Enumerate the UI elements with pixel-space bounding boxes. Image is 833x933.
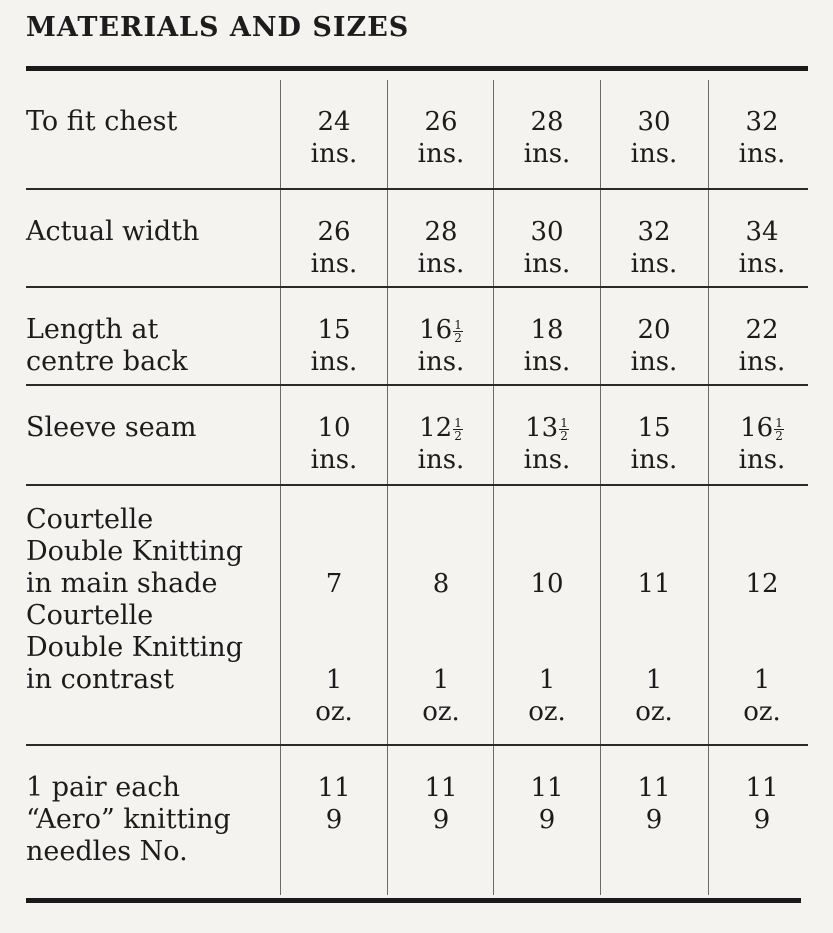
row-label-line (26, 836, 276, 868)
main-shade-amount (281, 568, 387, 600)
size-cell (709, 772, 815, 836)
size-cell (601, 106, 707, 170)
row-label-line (26, 664, 276, 696)
spacer (601, 600, 707, 664)
cell-line-text: ins. (523, 139, 571, 169)
cell-line-text: 34 (745, 217, 779, 247)
cell-line-text: 22 (745, 315, 779, 345)
cell-line (709, 444, 815, 476)
cell-line (388, 106, 494, 138)
row-label-line-text: centre back (26, 346, 188, 377)
unit-label (388, 696, 494, 728)
row-label (26, 412, 276, 444)
row-label-line-text: To fit chest (26, 106, 178, 137)
row-divider (26, 384, 808, 386)
spacer (494, 600, 600, 664)
cell-line (281, 772, 387, 804)
row-label-line-text: in contrast (26, 664, 174, 695)
main-shade-amount-text: 10 (530, 569, 564, 599)
cell-line-text: 9 (645, 805, 663, 835)
main-shade-amount (494, 568, 600, 600)
row-label-line-text: 1 pair each (26, 772, 180, 803)
size-cell (601, 216, 707, 280)
row-label-line-text: needles No. (26, 836, 188, 867)
spacer (709, 600, 815, 664)
cell-line (388, 216, 494, 248)
cell-line (709, 248, 815, 280)
contrast-amount-text: 1 (538, 665, 556, 695)
row-label-line (26, 568, 276, 600)
cell-line (281, 216, 387, 248)
spacer (388, 600, 494, 664)
cell-line (494, 804, 600, 836)
cell-line-text: 11 (424, 773, 458, 803)
cell-line (388, 804, 494, 836)
cell-line-text: ins. (738, 347, 786, 377)
cell-line (281, 804, 387, 836)
row-label-line-text: Double Knitting (26, 632, 243, 663)
cell-line (388, 346, 494, 378)
cell-line (388, 444, 494, 476)
spacer (281, 600, 387, 664)
row-label (26, 314, 276, 378)
cell-line (388, 772, 494, 804)
unit-label (601, 696, 707, 728)
cell-line-text: 30 (637, 107, 671, 137)
size-cell (388, 772, 494, 836)
cell-line-text: 15 (317, 315, 351, 345)
row-label-line (26, 772, 276, 804)
size-cell (709, 568, 815, 728)
size-cell (601, 412, 707, 476)
contrast-amount (494, 664, 600, 696)
cell-line (601, 314, 707, 346)
size-cell (388, 216, 494, 280)
size-cell (494, 412, 600, 476)
cell-line (281, 248, 387, 280)
cell-line-text: 16 (419, 315, 453, 345)
size-cell (494, 568, 600, 728)
cell-line (709, 314, 815, 346)
cell-line-text: 13 (525, 413, 559, 443)
unit-label-text: oz. (528, 697, 566, 727)
contrast-amount-text: 1 (753, 665, 771, 695)
size-cell (281, 772, 387, 836)
size-cell (494, 106, 600, 170)
cell-line (494, 346, 600, 378)
cell-line-text: 26 (424, 107, 458, 137)
row-divider (26, 188, 808, 190)
cell-line (709, 772, 815, 804)
row-label (26, 772, 276, 868)
cell-line (601, 444, 707, 476)
row-label-line-text: Sleeve seam (26, 412, 197, 443)
unit-label (494, 696, 600, 728)
size-cell (709, 314, 815, 378)
cell-line-text: 24 (317, 107, 351, 137)
cell-line-text: 11 (745, 773, 779, 803)
cell-line-text: 9 (538, 805, 556, 835)
size-cell (388, 106, 494, 170)
fraction: $\frac{1}{2}$ (560, 415, 568, 443)
cell-line-text: 12 (419, 413, 453, 443)
cell-line-text: ins. (310, 139, 358, 169)
row-label-line-text: Double Knitting (26, 536, 243, 567)
cell-line-text: ins. (417, 347, 465, 377)
cell-line-text: 11 (317, 773, 351, 803)
cell-line (494, 248, 600, 280)
cell-line (709, 346, 815, 378)
cell-line-text: ins. (630, 347, 678, 377)
row-label-line (26, 106, 276, 138)
cell-line (601, 346, 707, 378)
main-shade-amount (601, 568, 707, 600)
size-cell (388, 568, 494, 728)
contrast-amount (281, 664, 387, 696)
contrast-amount-text: 1 (325, 665, 343, 695)
cell-line (494, 216, 600, 248)
unit-label (281, 696, 387, 728)
row-divider (26, 484, 808, 486)
cell-line (709, 138, 815, 170)
row-label-line (26, 504, 276, 536)
row-label (26, 216, 276, 248)
cell-line-text: ins. (523, 445, 571, 475)
cell-line (709, 106, 815, 138)
row-label-line (26, 804, 276, 836)
cell-line (494, 444, 600, 476)
cell-line-text: ins. (523, 249, 571, 279)
size-cell (281, 412, 387, 476)
unit-label-text: oz. (315, 697, 353, 727)
row-divider (26, 286, 808, 288)
size-cell (281, 568, 387, 728)
cell-line-text: 15 (637, 413, 671, 443)
main-shade-amount-text: 7 (325, 569, 343, 599)
size-cell (281, 314, 387, 378)
cell-line-text: 28 (424, 217, 458, 247)
cell-line-text: ins. (523, 347, 571, 377)
cell-line-text: ins. (738, 445, 786, 475)
top-rule (26, 66, 808, 71)
cell-line (388, 138, 494, 170)
row-label-line (26, 600, 276, 632)
cell-line (601, 138, 707, 170)
size-cell (601, 772, 707, 836)
size-cell (281, 216, 387, 280)
cell-line-text: 9 (432, 805, 450, 835)
cell-line (601, 804, 707, 836)
size-cell (281, 106, 387, 170)
main-shade-amount (709, 568, 815, 600)
size-cell (709, 412, 815, 476)
row-label-line (26, 346, 276, 378)
row-label (26, 504, 276, 696)
cell-line (281, 444, 387, 476)
cell-line-text: ins. (738, 139, 786, 169)
cell-line (281, 138, 387, 170)
size-cell (494, 314, 600, 378)
cell-line (601, 216, 707, 248)
cell-line-text: 9 (753, 805, 771, 835)
row-divider (26, 744, 808, 746)
fraction: $\frac{1}{2}$ (775, 415, 783, 443)
cell-line-text: 20 (637, 315, 671, 345)
cell-line (494, 412, 600, 444)
cell-line (494, 772, 600, 804)
cell-line (494, 138, 600, 170)
cell-line-text: ins. (417, 445, 465, 475)
unit-label-text: oz. (635, 697, 673, 727)
cell-line-text: 18 (530, 315, 564, 345)
contrast-amount-text: 1 (645, 665, 663, 695)
page-title: MATERIALS AND SIZES (26, 12, 410, 43)
cell-line-text: 26 (317, 217, 351, 247)
fraction: $\frac{1}{2}$ (454, 415, 462, 443)
cell-line-text: 32 (637, 217, 671, 247)
cell-line-text: ins. (310, 249, 358, 279)
size-cell (709, 216, 815, 280)
cell-line-text: 11 (530, 773, 564, 803)
cell-line (281, 106, 387, 138)
row-label-line (26, 632, 276, 664)
cell-line-text: ins. (630, 445, 678, 475)
row-label-line-text: Courtelle (26, 600, 154, 631)
cell-line-text: 11 (637, 773, 671, 803)
cell-line-text: 30 (530, 217, 564, 247)
row-label-line (26, 536, 276, 568)
cell-line (388, 248, 494, 280)
cell-line (601, 248, 707, 280)
row-label-line-text: in main shade (26, 568, 218, 599)
unit-label-text: oz. (422, 697, 460, 727)
cell-line (601, 772, 707, 804)
row-label (26, 106, 276, 138)
fraction: $\frac{1}{2}$ (454, 317, 462, 345)
cell-line-text: ins. (310, 445, 358, 475)
cell-line (601, 106, 707, 138)
cell-line-text: 28 (530, 107, 564, 137)
cell-line (388, 314, 494, 346)
main-shade-amount-text: 8 (432, 569, 450, 599)
cell-line (494, 314, 600, 346)
row-label-line-text: Courtelle (26, 504, 154, 535)
cell-line (709, 804, 815, 836)
contrast-amount (709, 664, 815, 696)
main-shade-amount (388, 568, 494, 600)
cell-line-text: 10 (317, 413, 351, 443)
cell-line-text: ins. (417, 139, 465, 169)
size-cell (709, 106, 815, 170)
cell-line (709, 412, 815, 444)
cell-line-text: 32 (745, 107, 779, 137)
cell-line-text: 9 (325, 805, 343, 835)
size-cell (388, 412, 494, 476)
row-label-line-text: Length at (26, 314, 159, 345)
cell-line-text: 16 (740, 413, 774, 443)
cell-line-text: ins. (630, 139, 678, 169)
size-cell (601, 568, 707, 728)
row-label-line (26, 412, 276, 444)
cell-line (281, 412, 387, 444)
unit-label-text: oz. (743, 697, 781, 727)
size-cell (601, 314, 707, 378)
cell-line-text: ins. (310, 347, 358, 377)
contrast-amount (601, 664, 707, 696)
contrast-amount-text: 1 (432, 665, 450, 695)
main-shade-amount-text: 11 (637, 569, 671, 599)
main-shade-amount-text: 12 (745, 569, 779, 599)
size-cell (494, 216, 600, 280)
cell-line (281, 346, 387, 378)
row-label-line-text: Actual width (26, 216, 200, 247)
row-label-line-text: “Aero” knitting (26, 804, 231, 835)
cell-line-text: ins. (738, 249, 786, 279)
contrast-amount (388, 664, 494, 696)
cell-line (709, 216, 815, 248)
unit-label (709, 696, 815, 728)
cell-line (388, 412, 494, 444)
cell-line-text: ins. (630, 249, 678, 279)
cell-line (281, 314, 387, 346)
bottom-rule (26, 898, 801, 903)
cell-line-text: ins. (417, 249, 465, 279)
size-cell (388, 314, 494, 378)
size-cell (494, 772, 600, 836)
row-label-line (26, 216, 276, 248)
row-label-line (26, 314, 276, 346)
cell-line (494, 106, 600, 138)
cell-line (601, 412, 707, 444)
